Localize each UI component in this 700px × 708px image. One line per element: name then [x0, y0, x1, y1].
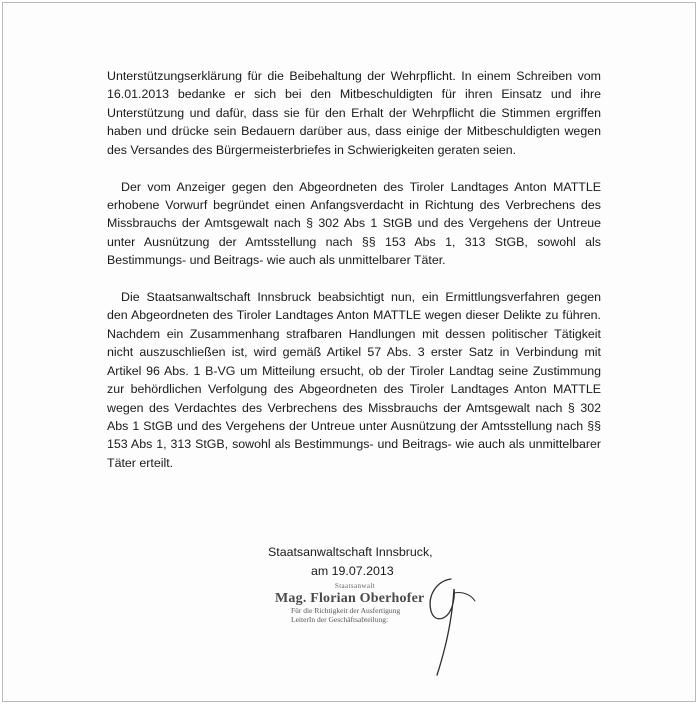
paragraph-1: Unterstützungserklärung für die Beibehaltung der Wehrpflicht. In einem Schreiben vom 16.01.2013 bedanke er sich bei den Mitbeschuldigten für ihren Einsatz und ihre Unterstützung und dafür, dass sie für den Erhalt der Wehrpflicht die Stimmen ergriffen haben und drücke sein Bedauern darüber aus, dass einige der Mitbeschuldigten wegen des Versandes des Bürgermeisterbriefes in Schwierigkeiten geraten seien. [107, 69, 601, 157]
handwritten-signature [407, 571, 487, 681]
stamp-line-1: Für die Richtigkeit der Ausfertigung [291, 606, 401, 615]
issue-date: am 19.07.2013 [311, 564, 394, 578]
stamp-name: Mag. Florian Oberhofer [275, 591, 425, 606]
stamp-line-2: LeiterIn der Geschäftsabteilung: [291, 614, 389, 624]
document-page [2, 2, 696, 702]
stamp-role: Staatsanwalt [334, 582, 376, 590]
paragraph-3: Die Staatsanwaltschaft Innsbruck beabsichtigt nun, ein Ermittlungsverfahren gegen den Abgeordneten des Tiroler Landtages Anton MATTLE wegen dieser Delikte zu führen. Nachdem ein Zusammenhang strafbaren Handlungen mit dessen politischer Tätigkeit nicht auszuschließen ist, wird gemäß Artikel 57 Abs. 3 erster Satz in Verbindung mit Artikel 96 Abs. 1 B-VG um Mitteilung ersucht, ob der Tiroler Landtag seine Zustimmung zur behördlichen Verfolgung des Abgeordneten des Tiroler Landtages Anton MATTLE wegen des Verdachtes des Verbrechens des Missbrauchs der Amtsgewalt nach § 302 Abs 1 StGB und des Vergehens der Untreue unter Ausnützung der Amtsstellung nach §§ 153 Abs 1, 313 StGB, sowohl als Bestimmungs- und Beitrags- wie auch als unmittelbarer Täter erteilt. [107, 290, 601, 470]
issuing-authority: Staatsanwaltschaft Innsbruck, [268, 545, 433, 559]
document-body [107, 67, 601, 491]
paragraph-2: Der vom Anzeiger gegen den Abgeordneten des Tiroler Landtages Anton MATTLE erhobene Vorwurf begründet einen Anfangsverdacht in Richtung des Verbrechens des Missbrauchs der Amtsgewalt nach § 302 Abs 1 StGB und des Vergehens der Untreue unter Ausnützung der Amtsstellung nach §§ 153 Abs 1, 313 StGB, sowohl als Bestimmungs- und Beitrags- wie auch als unmittelbarer Täter. [107, 179, 601, 268]
